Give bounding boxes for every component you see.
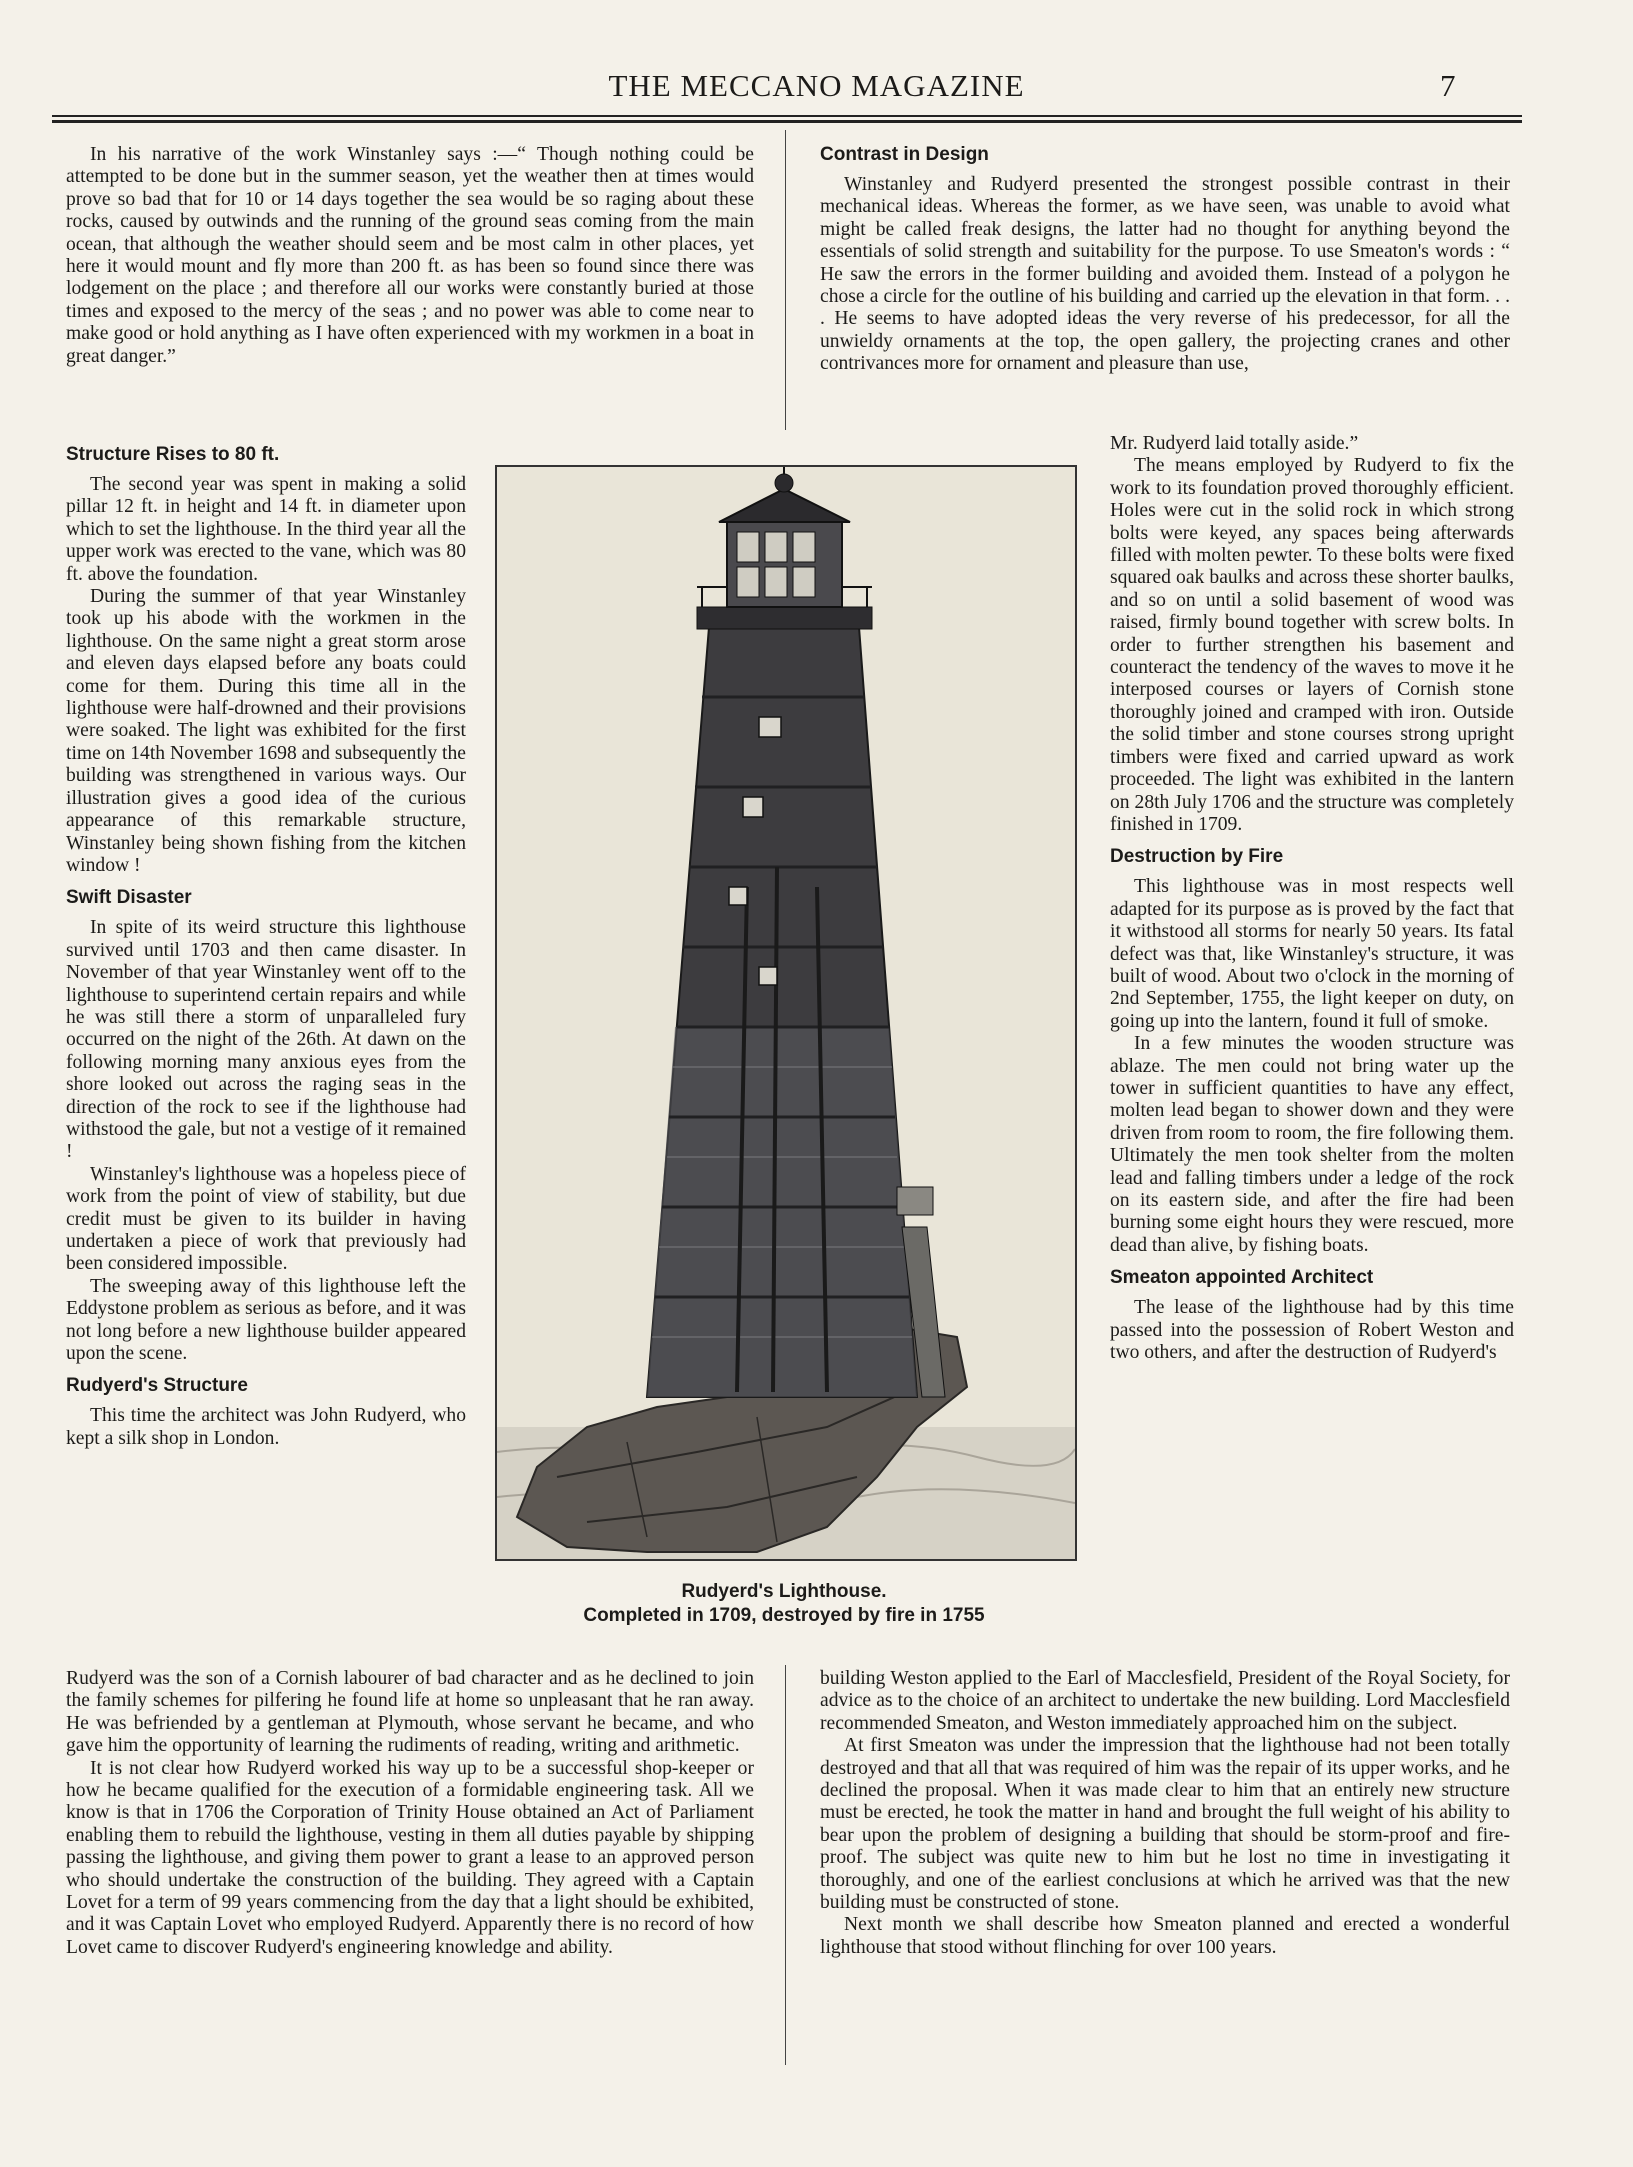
paragraph: The means employed by Rudyerd to fix the work to its foundation proved thoroughly efficient. Holes were cut in the solid rock in which strong bolts were keyed, any spaces being afterwards filled with molten pewter. To these bolts were fixed squared oak baulks and across these shorter baulks, and so on until a solid basement of wood was raised, firmly bound together with screw bolts. In order to further strengthen his basement and counteract the tendency of the waves to move it he interposed courses or layers of Cornish stone thoroughly joined and cramped with iron. Outside the solid timber and stone courses strong upright timbers were fixed and carried upward as work proceeded. The light was exhibited in the lantern on 28th July 1706 and the structure was completely finished in 1709. (1110, 455, 1514, 835)
heading-contrast-in-design: Contrast in Design (820, 144, 989, 165)
paragraph: Mr. Rudyerd laid totally aside.” (1110, 433, 1359, 454)
paragraph: The sweeping away of this lighthouse left the Eddystone problem as serious as before, and it was not long before a new lighthouse builder appeared upon the scene. (66, 1275, 466, 1365)
intro-block (66, 144, 754, 368)
magazine-title: THE MECCANO MAGAZINE (608, 68, 1025, 103)
paragraph: During the summer of that year Winstanley took up his abode with the workmen in the lighthouse. On the same night a great storm arose and eleven days elapsed before any boats could come for them. During this time all in the lighthouse were half-drowned and their provisions were soaked. The light was exhibited for the first time on 14th November 1698 and subsequently the building was strengthened in various ways. Our illustration gives a good idea of the curious appearance of this remarkable structure, Winstanley being shown fishing from the kitchen window ! (66, 586, 466, 876)
paragraph: It is not clear how Rudyerd worked his way up to be a successful shop-keeper or how he became qualified for the execution of a formidable engineering task. All we know is that in 1706 the Corporation of Trinity House obtained an Act of Parliament enabling them to rebuild the lighthouse, vesting in them all duties payable by shipping passing the lighthouse, and giving them power to grant a lease to an approved person who should undertake the construction of the building. They agreed with a Captain Lovet for a term of 99 years commencing from the day that a light should be exhibited, and it was Captain Lovet who employed Rudyerd. Apparently there is no record of how Lovet came to discover Rudyerd's engineering knowledge and ability. (66, 1757, 754, 1958)
column-divider-lower (785, 1665, 786, 2065)
paragraph: In spite of its weird structure this lighthouse survived until 1703 and then came disaster. In November of that year Winstanley went off to the lighthouse to superintend certain repairs and while he was still there a storm of unparalleled fury occurred on the night of the 26th. At dawn on the following morning many anxious eyes from the shore looked out across the raging seas in the direction of the rock to see if the lighthouse had withstood the gale, but not a vestige of it remained ! (66, 917, 466, 1163)
page-number: 7 (1440, 68, 1456, 103)
intro-paragraph: In his narrative of the work Winstanley says :—“ Though nothing could be attempted to be done but in the summer season, yet the weather then at times would prove so bad that for 10 or 14 days together the sea would be so raging about these rocks, caused by outwinds and the running of the ground seas coming from the main ocean, that although the weather should seem and be most calm in other places, yet here it would mount and fly more than 200 ft. as has been so found since there was lodgement on the place ; and therefore all our works were constantly buried at those times and exposed to the mercy of the seas ; and no power was able to come near to make good or hold anything as I have often experienced with my workmen in a boat in great danger.” (66, 144, 754, 367)
figure-caption (500, 1580, 1068, 1628)
paragraph: Rudyerd was the son of a Cornish labourer of bad character and as he declined to join the family schemes for pilfering he found life at home so unpleasant that he ran away. He was befriended by a gentleman at Plymouth, whose servant he became, and who gave him the opportunity of learning the rudiments of reading, writing and arithmetic. (66, 1668, 754, 1757)
right-bottom-column (820, 1668, 1510, 1959)
lighthouse-drawing (497, 467, 1075, 1559)
lighthouse-illustration (495, 465, 1077, 1561)
heading-smeaton-appointed: Smeaton appointed Architect (1110, 1267, 1374, 1289)
left-bottom-column (66, 1668, 754, 1959)
left-narrow-column (66, 444, 466, 1450)
paragraph: Next month we shall describe how Smeaton planned and erected a wonderful lighthouse that stood without flinching for over 100 years. (820, 1914, 1510, 1958)
heading-destruction-by-fire: Destruction by Fire (1110, 846, 1284, 868)
column-divider (785, 130, 786, 430)
paragraph: Winstanley and Rudyerd presented the strongest possible contrast in their mechanical ideas. Whereas the former, as we have seen, was unable to avoid what might be called freak designs, the latter had no thought for anything beyond the essentials of solid strength and suitability for the purpose. To use Smeaton's words : “ He saw the errors in the former building and avoided them. Instead of a polygon he chose a circle for the outline of his building and carried up the elevation in that form. . . . He seems to have adopted ideas the very reverse of his predecessor, for all the unwieldy ornaments at the top, the open gallery, the projecting cranes and other contrivances more for ornament and pleasure than use, (820, 174, 1510, 375)
heading-structure-rises: Structure Rises to 80 ft. (66, 444, 280, 465)
paragraph: This lighthouse was in most respects well adapted for its purpose as is proved by the fact that it withstood all storms for nearly 50 years. Its fatal defect was that, like Winstanley's structure, it was built of wood. About two o'clock in the morning of 2nd September, 1755, the light keeper on duty, on going up into the lantern, found it full of smoke. (1110, 876, 1514, 1032)
header-rule (52, 115, 1522, 117)
paragraph: The lease of the lighthouse had by this time passed into the possession of Robert Weston and two others, and after the destruction of Rudyerd's (1110, 1297, 1514, 1364)
caption-line-1: Rudyerd's Lighthouse. (681, 1581, 887, 1602)
paragraph: building Weston applied to the Earl of Macclesfield, President of the Royal Society, for advice as to the choice of an architect to undertake the new building. Lord Macclesfield recommended Smeaton, and Weston immediately approached him on the subject. (820, 1668, 1510, 1734)
caption-line-2: Completed in 1709, destroyed by fire in 1755 (583, 1605, 985, 1626)
paragraph: In a few minutes the wooden structure was ablaze. The men could not bring water up the tower in sufficient quantities to have any effect, molten lead began to shower down and they were driven from room to room, the fire following them. Ultimately the men took shelter from the molten lead and falling timbers under a ledge of the rock on its eastern side, and after the fire had been burning some eight hours they were rescued, more dead than alive, by fishing boats. (1110, 1033, 1514, 1256)
header-rule-thick (52, 120, 1522, 123)
heading-rudyerds-structure: Rudyerd's Structure (66, 1375, 248, 1397)
paragraph: The second year was spent in making a solid pillar 12 ft. in height and 14 ft. in diameter upon which to set the lighthouse. In the third year all the upper work was erected to the vane, which was 80 ft. above the foundation. (66, 474, 466, 585)
paragraph: This time the architect was John Rudyerd, who kept a silk shop in London. (66, 1405, 466, 1449)
paragraph: At first Smeaton was under the impression that the lighthouse had not been totally destroyed and that all that was required of him was the repair of its upper works, and he declined the proposal. When it was made clear to him that an entirely new structure must be erected, he took the matter in hand and brought the full weight of his ability to bear upon the problem of designing a building that should be storm-proof and fire-proof. The subject was quite new to him but he lost no time in investigating it thoroughly, and one of the earliest conclusions at which he arrived was that the new building must be constructed of stone. (820, 1735, 1510, 1914)
right-top-column (820, 144, 1510, 376)
heading-swift-disaster: Swift Disaster (66, 887, 192, 909)
right-narrow-column (1110, 433, 1514, 1364)
paragraph: Winstanley's lighthouse was a hopeless piece of work from the point of view of stability, but due credit must be given to its builder in having undertaken a piece of work that previously had been considered impossible. (66, 1163, 466, 1275)
